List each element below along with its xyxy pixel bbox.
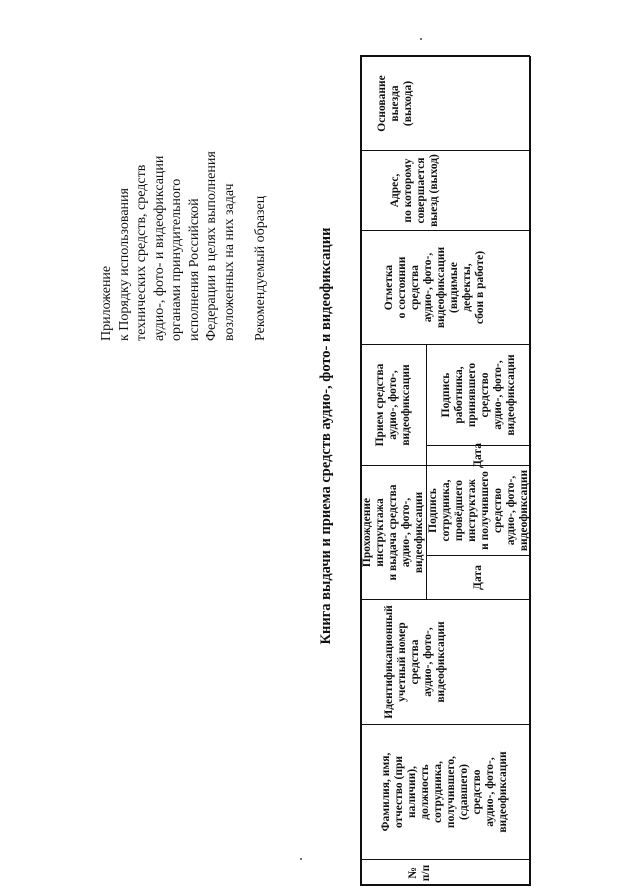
- appendix-line: к Порядку использования: [116, 188, 132, 341]
- appendix-line: исполнения Российской: [186, 198, 202, 341]
- appendix-line: возложенных на них задач: [221, 183, 237, 341]
- header-issue-signature: Подпись сотрудника, провёдшего инструктаж и получившего средство аудио-, фото-, видеофиксации: [426, 469, 530, 552]
- table-border-left: [360, 885, 530, 887]
- appendix-line: аудио-, фото- и видеофиксации: [151, 155, 167, 341]
- appendix-line: Федерации в целях выполнения: [204, 151, 219, 341]
- header-number: № п/п: [407, 864, 432, 882]
- scan-speck: [420, 38, 422, 40]
- header-id-number: Идентификационный учетный номер средства аудио-, фото-, видеофиксации: [382, 605, 447, 719]
- table-col-line: [360, 859, 530, 860]
- header-issue-date: Дата: [472, 565, 484, 590]
- register-table: [360, 56, 530, 886]
- document-title: Книга выдачи и приема средств аудио-, фото- и видеофиксации: [318, 227, 334, 645]
- scan-speck: [300, 858, 302, 860]
- appendix-line: технических средств, средств: [134, 164, 149, 341]
- header-reason: Основание выезда (выхода): [375, 75, 414, 132]
- appendix-block: [98, 11, 238, 341]
- header-accept-date: Дата: [472, 443, 484, 468]
- recommended-sample-label: Рекомендуемый образец: [253, 195, 268, 341]
- header-state-note: Отметка о состоянии средства аудио-, фото-, видеофиксации (видимые дефекты, сбои в работе): [383, 246, 486, 329]
- header-acceptance: Прием средства аудио-, фото-, видеофиксации: [373, 363, 412, 447]
- header-address: Адрес, по которому совершается выезд (выход): [389, 154, 440, 227]
- appendix-line: Приложение: [99, 265, 114, 341]
- header-instruction-issue: Прохождение инструктажа и выдача средства аудио-, фото-, видеофиксации: [360, 484, 425, 581]
- appendix-line: органами принудительного: [169, 178, 184, 341]
- header-accept-signature: Подпись работника, принявшего средство аудио-, фото-, видеофиксации: [439, 354, 517, 436]
- header-employee-name: Фамилия, имя, отчество (при наличии), должность сотрудника, получившего, (сдавшего) средство аудио-, фото-, видеофиксации: [380, 751, 509, 833]
